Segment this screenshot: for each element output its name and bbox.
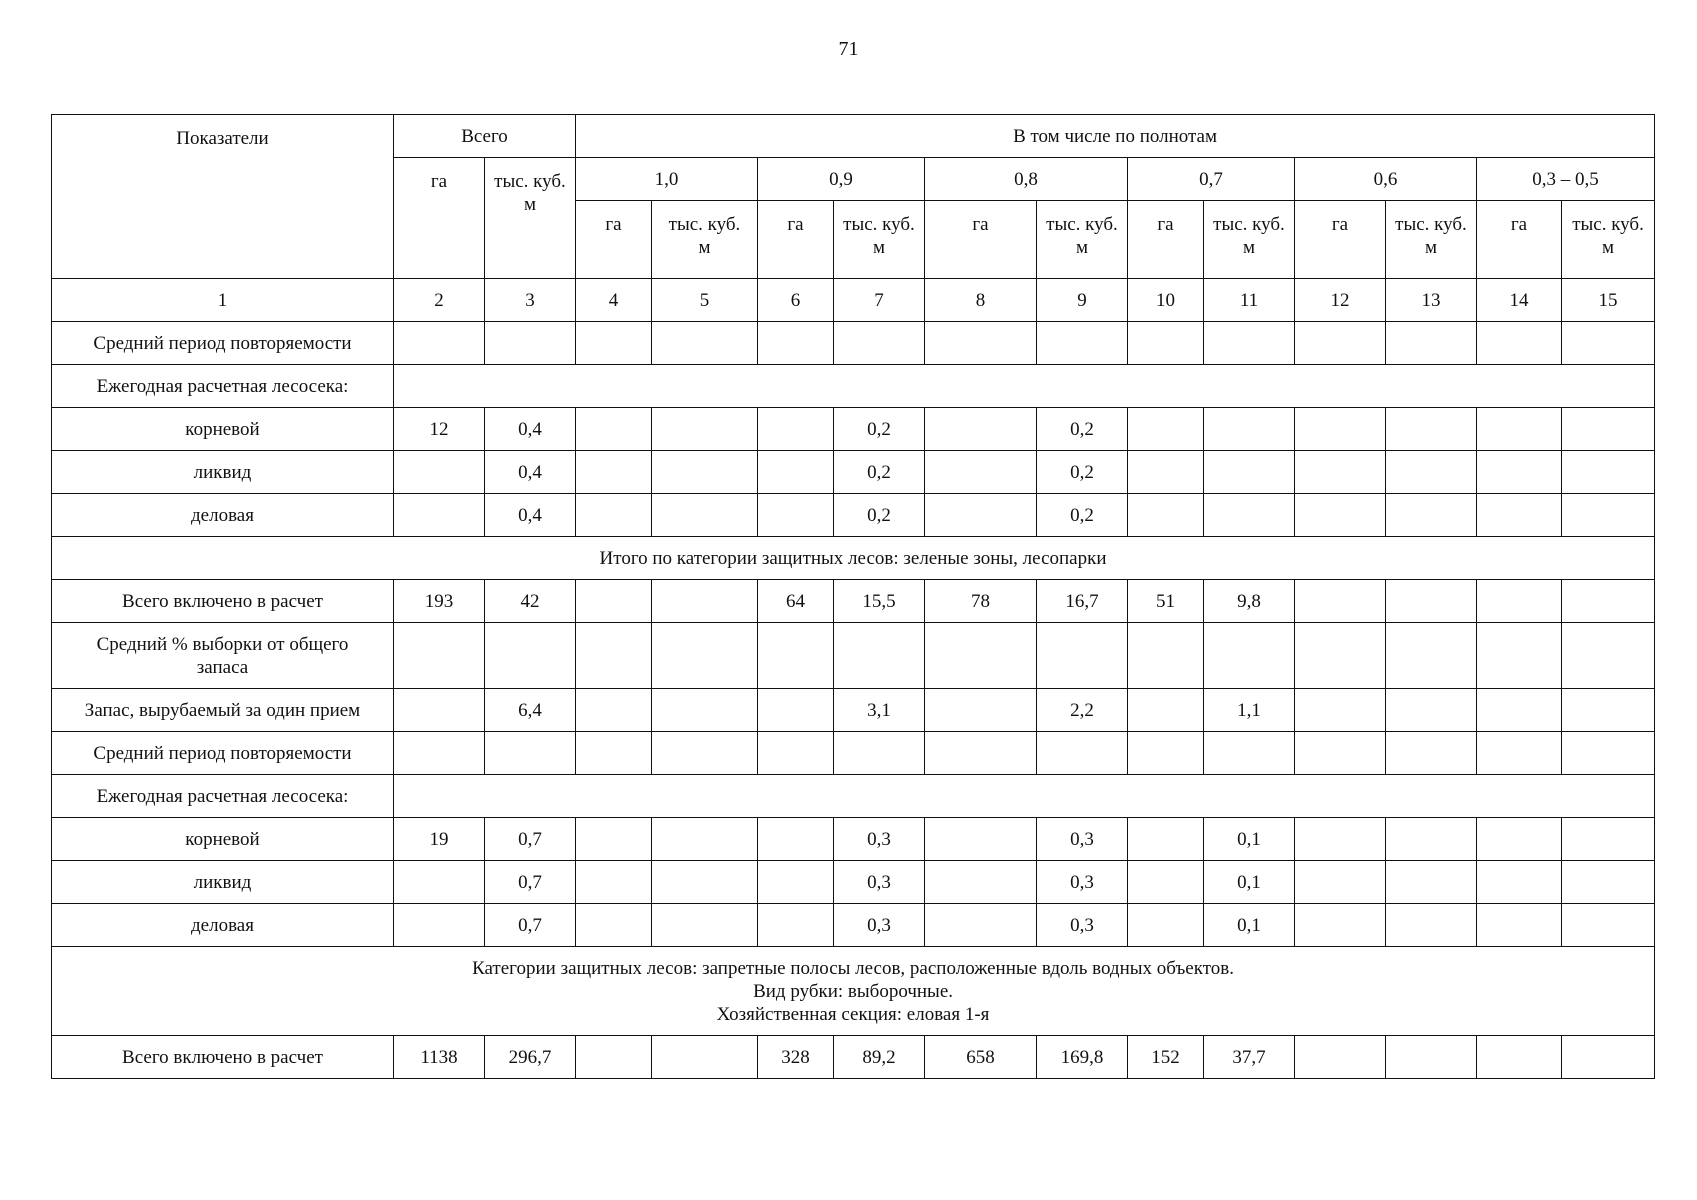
table-row xyxy=(52,732,1655,775)
column-number: 12 xyxy=(1295,279,1386,322)
table-cell: 1138 xyxy=(394,1036,485,1079)
table-cell xyxy=(1562,451,1655,494)
table-cell xyxy=(576,451,652,494)
table-cell: 12 xyxy=(394,408,485,451)
header-density: 0,7 xyxy=(1128,158,1295,201)
table-cell xyxy=(485,623,576,689)
table-cell: 15,5 xyxy=(834,580,925,623)
table-cell xyxy=(1562,904,1655,947)
table-cell xyxy=(576,494,652,537)
table-cell xyxy=(1477,580,1562,623)
row-label: деловая xyxy=(52,494,394,537)
column-number: 14 xyxy=(1477,279,1562,322)
table-cell: 296,7 xyxy=(485,1036,576,1079)
table-cell xyxy=(758,818,834,861)
table-cell xyxy=(1204,451,1295,494)
table-row xyxy=(52,1036,1655,1079)
table-cell xyxy=(1295,580,1386,623)
table-cell xyxy=(758,451,834,494)
table-cell xyxy=(394,904,485,947)
table-cell xyxy=(758,623,834,689)
table-cell xyxy=(394,732,485,775)
column-number: 2 xyxy=(394,279,485,322)
row-label: Всего включено в расчет xyxy=(52,1036,394,1079)
table-cell xyxy=(652,904,758,947)
table-cell xyxy=(652,861,758,904)
table-cell xyxy=(1295,494,1386,537)
table-cell: 0,3 xyxy=(1037,861,1128,904)
table-cell: 89,2 xyxy=(834,1036,925,1079)
row-label: Ежегодная расчетная лесосека: xyxy=(52,365,394,408)
table-cell xyxy=(1562,623,1655,689)
header-volume: тыс. куб. м xyxy=(834,201,925,279)
section-row xyxy=(52,947,1655,1036)
table-cell xyxy=(1477,451,1562,494)
table-cell xyxy=(925,904,1037,947)
table-cell: 0,3 xyxy=(834,861,925,904)
table-cell: 0,1 xyxy=(1204,818,1295,861)
table-cell xyxy=(1562,494,1655,537)
table-cell xyxy=(1477,818,1562,861)
table-cell: 152 xyxy=(1128,1036,1204,1079)
column-number: 15 xyxy=(1562,279,1655,322)
table-cell xyxy=(1295,623,1386,689)
header-indicators: Показатели xyxy=(52,115,394,279)
table-cell xyxy=(1477,732,1562,775)
table-row xyxy=(52,408,1655,451)
table-cell xyxy=(925,322,1037,365)
table-cell: 193 xyxy=(394,580,485,623)
empty-span-cell xyxy=(394,775,1655,818)
table-cell xyxy=(925,451,1037,494)
table-cell: 3,1 xyxy=(834,689,925,732)
table-cell xyxy=(1386,494,1477,537)
table-cell xyxy=(1477,861,1562,904)
table-row xyxy=(52,775,1655,818)
table-cell xyxy=(394,322,485,365)
table-cell xyxy=(394,623,485,689)
column-number: 5 xyxy=(652,279,758,322)
table-cell xyxy=(1562,408,1655,451)
table-row xyxy=(52,451,1655,494)
table-cell xyxy=(1128,494,1204,537)
table-cell xyxy=(834,732,925,775)
table-cell xyxy=(1295,689,1386,732)
table-cell: 64 xyxy=(758,580,834,623)
table-cell xyxy=(1562,580,1655,623)
table-cell xyxy=(652,732,758,775)
table-cell: 0,2 xyxy=(1037,494,1128,537)
table-cell xyxy=(1128,408,1204,451)
header-ha: га xyxy=(1128,201,1204,279)
table-cell xyxy=(1128,861,1204,904)
row-label: корневой xyxy=(52,818,394,861)
table-cell xyxy=(1128,322,1204,365)
table-row xyxy=(52,623,1655,689)
table-cell xyxy=(394,451,485,494)
table-cell xyxy=(758,732,834,775)
header-ha: га xyxy=(1477,201,1562,279)
table-cell xyxy=(1037,732,1128,775)
table-cell xyxy=(652,623,758,689)
table-cell: 0,7 xyxy=(485,818,576,861)
table-cell xyxy=(925,494,1037,537)
forest-table xyxy=(51,114,1655,1079)
table-cell xyxy=(1295,451,1386,494)
table-row xyxy=(52,818,1655,861)
table-cell xyxy=(925,408,1037,451)
table-cell xyxy=(1477,689,1562,732)
table-cell: 1,1 xyxy=(1204,689,1295,732)
row-label: Запас, вырубаемый за один прием xyxy=(52,689,394,732)
table-cell xyxy=(1562,861,1655,904)
table-cell xyxy=(652,322,758,365)
table-cell: 6,4 xyxy=(485,689,576,732)
column-number: 8 xyxy=(925,279,1037,322)
table-cell xyxy=(834,322,925,365)
table-cell xyxy=(758,861,834,904)
row-label: Ежегодная расчетная лесосека: xyxy=(52,775,394,818)
row-label: деловая xyxy=(52,904,394,947)
table-cell xyxy=(1204,322,1295,365)
table-cell xyxy=(1128,818,1204,861)
table-cell xyxy=(1295,1036,1386,1079)
table-cell xyxy=(1386,818,1477,861)
table-cell xyxy=(834,623,925,689)
section-title: Категории защитных лесов: запретные полосы лесов, расположенные вдоль водных объектов. Вид рубки: выборочные. Хозяйственная секция: еловая 1-я xyxy=(52,947,1655,1036)
table-cell: 0,7 xyxy=(485,861,576,904)
column-number: 9 xyxy=(1037,279,1128,322)
table-cell xyxy=(1295,861,1386,904)
column-number: 7 xyxy=(834,279,925,322)
table-cell xyxy=(925,818,1037,861)
table-cell xyxy=(1128,689,1204,732)
table-cell xyxy=(1477,408,1562,451)
table-body xyxy=(52,322,1655,1079)
table-cell: 0,2 xyxy=(834,451,925,494)
table-cell xyxy=(1295,408,1386,451)
table-cell xyxy=(576,689,652,732)
table-cell: 0,4 xyxy=(485,408,576,451)
table-cell xyxy=(1295,322,1386,365)
row-label: Всего включено в расчет xyxy=(52,580,394,623)
table-cell xyxy=(1386,732,1477,775)
table-row xyxy=(52,580,1655,623)
table-cell xyxy=(758,904,834,947)
table-cell: 2,2 xyxy=(1037,689,1128,732)
table-cell: 51 xyxy=(1128,580,1204,623)
table-cell xyxy=(1204,623,1295,689)
table-cell xyxy=(1037,623,1128,689)
table-cell: 0,2 xyxy=(834,408,925,451)
row-label: корневой xyxy=(52,408,394,451)
table-cell: 37,7 xyxy=(1204,1036,1295,1079)
table-cell: 9,8 xyxy=(1204,580,1295,623)
table-cell xyxy=(1128,623,1204,689)
column-number: 6 xyxy=(758,279,834,322)
table-cell: 0,1 xyxy=(1204,861,1295,904)
column-number: 13 xyxy=(1386,279,1477,322)
table-row xyxy=(52,861,1655,904)
table-cell xyxy=(1386,689,1477,732)
table-cell xyxy=(1562,732,1655,775)
header-density: 0,6 xyxy=(1295,158,1477,201)
column-number: 1 xyxy=(52,279,394,322)
table-cell xyxy=(576,322,652,365)
table-cell xyxy=(1562,818,1655,861)
table-cell xyxy=(1204,732,1295,775)
table-cell: 0,3 xyxy=(1037,818,1128,861)
table-cell xyxy=(925,623,1037,689)
table-cell: 78 xyxy=(925,580,1037,623)
table-cell xyxy=(1562,689,1655,732)
column-number: 10 xyxy=(1128,279,1204,322)
table-cell: 0,3 xyxy=(834,818,925,861)
table-cell xyxy=(1386,408,1477,451)
header-density: 0,8 xyxy=(925,158,1128,201)
table-cell: 658 xyxy=(925,1036,1037,1079)
table-cell: 0,2 xyxy=(1037,408,1128,451)
header-ha: га xyxy=(758,201,834,279)
table-cell xyxy=(1295,904,1386,947)
table-row xyxy=(52,494,1655,537)
table-cell xyxy=(576,732,652,775)
table-cell xyxy=(758,408,834,451)
table-cell xyxy=(1386,451,1477,494)
table-cell: 328 xyxy=(758,1036,834,1079)
table-cell: 0,1 xyxy=(1204,904,1295,947)
header-ha: га xyxy=(925,201,1037,279)
table-cell: 0,3 xyxy=(834,904,925,947)
table-cell xyxy=(652,451,758,494)
table-row xyxy=(52,322,1655,365)
column-number: 3 xyxy=(485,279,576,322)
table-cell: 0,2 xyxy=(1037,451,1128,494)
table-cell xyxy=(1204,408,1295,451)
table-cell: 0,2 xyxy=(834,494,925,537)
table-cell xyxy=(652,1036,758,1079)
header-volume: тыс. куб. м xyxy=(1562,201,1655,279)
header-ha: га xyxy=(1295,201,1386,279)
row-label: ликвид xyxy=(52,451,394,494)
table-row xyxy=(52,365,1655,408)
header-volume: тыс. куб. м xyxy=(1037,201,1128,279)
table-cell xyxy=(758,689,834,732)
header-total-ha: га xyxy=(394,158,485,279)
table-cell xyxy=(652,408,758,451)
table-cell xyxy=(758,494,834,537)
table-cell xyxy=(758,322,834,365)
header-volume: тыс. куб. м xyxy=(652,201,758,279)
table-cell xyxy=(1386,623,1477,689)
table-cell xyxy=(576,818,652,861)
table-cell xyxy=(1037,322,1128,365)
table-cell xyxy=(652,818,758,861)
table-cell xyxy=(925,861,1037,904)
table-cell: 0,7 xyxy=(485,904,576,947)
table-cell: 169,8 xyxy=(1037,1036,1128,1079)
header-density: 0,9 xyxy=(758,158,925,201)
table-cell xyxy=(576,861,652,904)
row-label: Средний % выборки от общего запаса xyxy=(52,623,394,689)
table-cell xyxy=(1204,494,1295,537)
table-cell xyxy=(1386,322,1477,365)
header-ha: га xyxy=(576,201,652,279)
table-cell xyxy=(1477,322,1562,365)
page-number: 71 xyxy=(838,38,859,60)
column-number: 11 xyxy=(1204,279,1295,322)
table-cell xyxy=(576,408,652,451)
table-cell xyxy=(576,904,652,947)
header-total: Всего xyxy=(394,115,576,158)
table-cell: 16,7 xyxy=(1037,580,1128,623)
table-header xyxy=(52,115,1655,322)
table-cell xyxy=(1295,732,1386,775)
table-cell: 0,3 xyxy=(1037,904,1128,947)
empty-span-cell xyxy=(394,365,1655,408)
table-cell xyxy=(576,1036,652,1079)
table-cell xyxy=(394,861,485,904)
table-cell xyxy=(394,494,485,537)
row-label: ликвид xyxy=(52,861,394,904)
table-cell xyxy=(1386,904,1477,947)
header-density: 1,0 xyxy=(576,158,758,201)
table-cell xyxy=(1562,1036,1655,1079)
table-cell: 19 xyxy=(394,818,485,861)
table-cell xyxy=(1477,904,1562,947)
section-row xyxy=(52,537,1655,580)
section-title: Итого по категории защитных лесов: зеленые зоны, лесопарки xyxy=(52,537,1655,580)
table-cell xyxy=(485,322,576,365)
table-cell xyxy=(1562,322,1655,365)
table-cell xyxy=(394,689,485,732)
table-cell xyxy=(1295,818,1386,861)
table-cell xyxy=(485,732,576,775)
table-cell xyxy=(652,580,758,623)
header-volume: тыс. куб. м xyxy=(1386,201,1477,279)
table-row xyxy=(52,689,1655,732)
header-volume: тыс. куб. м xyxy=(1204,201,1295,279)
table-row xyxy=(52,904,1655,947)
table-cell: 0,4 xyxy=(485,494,576,537)
table-cell xyxy=(925,689,1037,732)
table-cell xyxy=(1477,494,1562,537)
table-cell xyxy=(1386,1036,1477,1079)
table-cell xyxy=(1477,623,1562,689)
header-density: 0,3 – 0,5 xyxy=(1477,158,1655,201)
row-label: Средний период повторяемости xyxy=(52,322,394,365)
table-cell xyxy=(1386,861,1477,904)
table-cell xyxy=(1386,580,1477,623)
table-cell xyxy=(652,689,758,732)
table-cell xyxy=(652,494,758,537)
table-cell xyxy=(1128,904,1204,947)
header-by-density: В том числе по полнотам xyxy=(576,115,1655,158)
table-cell: 42 xyxy=(485,580,576,623)
table-cell xyxy=(925,732,1037,775)
row-label: Средний период повторяемости xyxy=(52,732,394,775)
table-cell xyxy=(1128,451,1204,494)
table-cell xyxy=(1128,732,1204,775)
table-cell: 0,4 xyxy=(485,451,576,494)
table-cell xyxy=(1477,1036,1562,1079)
table-cell xyxy=(576,580,652,623)
table-cell xyxy=(576,623,652,689)
column-number: 4 xyxy=(576,279,652,322)
column-number-row xyxy=(52,279,1655,322)
header-total-volume: тыс. куб. м xyxy=(485,158,576,279)
